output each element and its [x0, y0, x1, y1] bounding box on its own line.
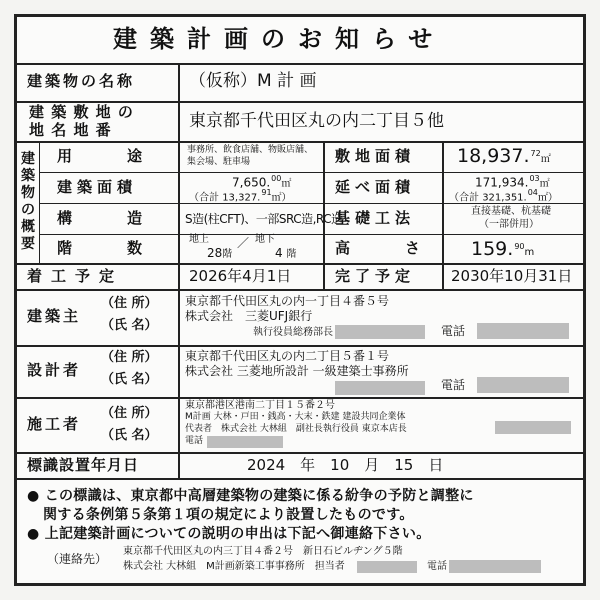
rule: [17, 452, 583, 454]
completion-label: 完了予定: [335, 267, 416, 285]
redacted-phone: [477, 377, 569, 393]
rule: [17, 63, 583, 65]
rule: [39, 234, 583, 235]
overview-label: 建築物の概要: [21, 151, 35, 252]
height-value: 159.90m: [471, 238, 535, 260]
contact-line2: 株式会社 大林組 M計画新築工事事務所 担当者: [123, 561, 345, 572]
rule: [39, 172, 583, 173]
designer-address: 東京都千代田区丸の内二丁目５番１号: [185, 349, 390, 363]
rule: [39, 141, 40, 263]
contractor-sub-name: （氏 名）: [101, 428, 158, 443]
contact-phone-label: 電話: [427, 561, 447, 572]
owner-address: 東京都千代田区丸の内一丁目４番５号: [185, 294, 390, 308]
height-label: 高 さ: [335, 239, 441, 257]
redacted-name: [335, 381, 425, 395]
structure-value: S造(柱CFT)、一部SRC造,RC造: [185, 212, 343, 226]
designer-sub-address: （住 所）: [101, 350, 158, 365]
contractor-sub-address: （住 所）: [101, 406, 158, 421]
note-1-line2: 関する条例第５条第１項の規定により設置したものです。: [43, 507, 414, 523]
name-value: （仮称）M 計 画: [189, 71, 317, 91]
site-label-line2: 地 名 地 番: [29, 121, 112, 139]
foundation-value-line2: （一部併用）: [479, 219, 539, 230]
sign-board: [14, 14, 586, 586]
redacted-phone: [449, 560, 541, 573]
owner-label: 建築主: [27, 307, 82, 325]
floors-above: 28階: [207, 246, 233, 260]
redacted-phone: [207, 436, 283, 448]
use-value-line2: 集会場、駐車場: [187, 157, 251, 167]
completion-value: 2030年10月31日: [451, 267, 573, 285]
floors-below: 4 階: [275, 246, 297, 260]
rule: [178, 63, 180, 478]
designer-name: 株式会社 三菱地所設計 一級建築士事務所: [185, 364, 409, 378]
site-area-value: 18,937.72㎡: [457, 145, 551, 167]
note-1-line1: ● この標識は、東京都中高層建築物の建築に係る紛争の予防と調整に: [27, 488, 474, 504]
rule: [442, 141, 444, 289]
rule: [17, 289, 583, 291]
designer-phone-label: 電話: [441, 378, 466, 392]
rule: [17, 263, 583, 265]
foundation-value-line1: 直接基礎、杭基礎: [471, 206, 551, 217]
floor-area-label: 延べ面積: [335, 178, 416, 196]
building-area-total: （合計 13,327.91㎡）: [189, 188, 292, 204]
owner-phone-label: 電話: [441, 324, 466, 338]
redacted-name: [357, 561, 417, 573]
floor-area-value: 171,934.03㎡: [475, 174, 550, 190]
site-label-line1: 建 築 敷 地 の: [29, 103, 134, 121]
contractor-phone-label: 電話: [185, 436, 204, 446]
redacted-name: [495, 421, 571, 434]
building-area-label: 建築面積: [57, 178, 138, 196]
contractor-line2: M計画 大林・戸田・銭高・大末・鉄建 建設共同企業体: [185, 412, 406, 422]
start-label: 着工予定: [27, 267, 124, 285]
building-area-value: 7,650.00㎡: [232, 174, 292, 190]
use-value-line1: 事務所、飲食店舗、物販店舗、: [187, 145, 314, 155]
redacted-phone: [477, 323, 569, 339]
use-label: 用 途: [57, 147, 163, 165]
floors-label: 階 数: [57, 239, 163, 257]
owner-sub-address: （住 所）: [101, 296, 158, 311]
owner-name: 株式会社 三菱UFJ銀行: [185, 309, 313, 323]
posting-label: 標識設置年月日: [27, 456, 140, 474]
structure-label: 構 造: [57, 209, 163, 227]
floors-below-label: 地下: [255, 234, 275, 245]
rule: [17, 397, 583, 399]
redacted-name: [335, 325, 425, 339]
rule: [17, 478, 583, 480]
designer-sub-name: （氏 名）: [101, 372, 158, 387]
start-value: 2026年4月1日: [189, 267, 292, 285]
floors-slash: ／: [237, 236, 250, 250]
site-value: 東京都千代田区丸の内二丁目５他: [189, 111, 444, 131]
contact-label: （連絡先）: [47, 552, 108, 566]
designer-label: 設計者: [27, 361, 82, 379]
name-label: 建築物の名称: [27, 72, 136, 90]
contractor-line3: 代表者 株式会社 大林組 副社長執行役員 東京本店長: [185, 424, 407, 434]
contact-line1: 東京都千代田区丸の内三丁目４番２号 新日石ビルヂング５階: [123, 546, 403, 557]
site-area-label: 敷地面積: [335, 147, 416, 165]
owner-sub-name: （氏 名）: [101, 318, 158, 333]
floor-area-total: （合計 321,351.04㎡）: [449, 188, 558, 204]
contractor-address: 東京都港区港南二丁目１５番２号: [185, 400, 335, 411]
owner-rep: 執行役員総務部長: [253, 327, 333, 338]
foundation-label: 基礎工法: [335, 209, 416, 227]
contractor-label: 施工者: [27, 415, 82, 433]
posting-value: 2024 年 10 月 15 日: [247, 456, 444, 474]
sign-title: 建築計画のお知らせ: [113, 25, 446, 53]
rule: [17, 141, 583, 143]
floors-above-label: 地上: [189, 234, 209, 245]
note-2: ● 上記建築計画についての説明の申出は下記へ御連絡下さい。: [27, 526, 431, 542]
rule: [17, 345, 583, 347]
